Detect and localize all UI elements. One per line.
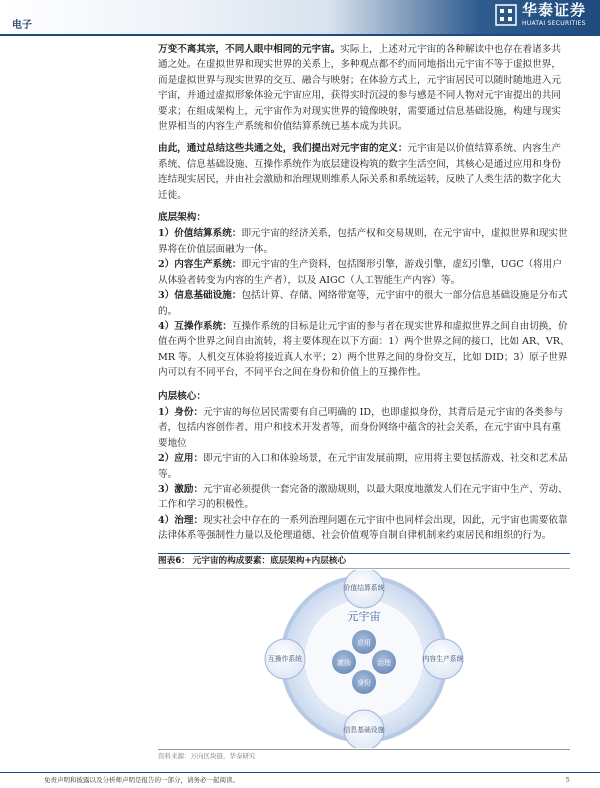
section-heading: 底层架构： xyxy=(158,212,206,224)
base-architecture-section xyxy=(158,210,570,380)
item-label: 2）应用： xyxy=(158,453,204,465)
inner-node-application xyxy=(352,630,376,654)
item-text: 即元宇宙的入口和体验场景，在元宇宙发展前期，应用将主要包括游戏、社交和艺术品等。 xyxy=(158,453,568,480)
item-label: 2）内容生产系统： xyxy=(158,259,242,271)
item-text: 即元宇宙的经济关系，包括产权和交易规则，在元宇宙中，虚拟世界和现实世界将在价值层面融为一体。 xyxy=(158,228,568,255)
node-label: 激励 xyxy=(337,659,351,667)
item-text: 元宇宙必须提供一套完备的激励规则，以最大限度地激发人们在元宇宙中生产、劳动、工作和学习的积极性。 xyxy=(158,483,568,511)
page-number: 5 xyxy=(565,776,570,784)
center-label: 元宇宙 xyxy=(347,610,381,623)
outer-node-content-production xyxy=(423,639,464,679)
item-label: 3）激励： xyxy=(158,483,204,495)
outer-node-interoperability xyxy=(265,639,305,679)
logo-en-text: HUATAI SECURITIES xyxy=(521,20,586,27)
list-item xyxy=(158,482,570,513)
item-label: 3）信息基础设施： xyxy=(158,290,242,302)
item-label: 1）身份： xyxy=(158,406,204,418)
page-footer xyxy=(0,772,600,788)
paragraph-text: 元宇宙是以价值结算系统、内容生产系统、信息基础设施、互操作系统作为底层建设构筑的数字生活空间，其核心是通过应用和身份连结现实居民，并由社会激励和治理规则维系人际关系和系统运转，反映了人类生活的数字化大迁徙。 xyxy=(158,143,561,201)
item-text: 互操作系统的目标是让元宇宙的参与者在现实世界和虚拟世界之间自由切换，价值在两个世界之间自由流转，将主要体现在以下方面：1）两个世界之间的接口，比如 AR、VR、MR 等。人机交互体验将接近真人水平；2）两个世界之间的身份交互，比如 DID；3）原子世界内可以有不同平台，不同平台之间在身份和价值上的互操作性。 xyxy=(158,320,570,379)
page-header xyxy=(0,0,600,36)
node-label: 应用 xyxy=(357,639,371,647)
item-label: 1）价值结算系统： xyxy=(158,228,242,240)
paragraph-lead: 万变不离其宗，不同人眼中相同的元宇宙。 xyxy=(158,44,341,55)
node-label: 身份 xyxy=(357,679,371,687)
disclaimer-text: 免责声明和披露以及分析师声明是报告的一部分，请务必一起阅读。 xyxy=(44,776,239,784)
list-item xyxy=(158,288,570,319)
list-item xyxy=(158,226,570,257)
list-item xyxy=(158,405,570,451)
figure-title: 图表6： 元宇宙的构成要素：底层架构+内层核心 xyxy=(158,553,570,569)
item-label: 4）治理： xyxy=(158,514,204,526)
list-item xyxy=(158,451,570,482)
inner-node-incentive xyxy=(332,650,356,674)
inner-core-section xyxy=(158,389,570,544)
item-text: 元宇宙的每位居民需要有自己明确的 ID，也即虚拟身份，其背后是元宇宙的各类参与者，包括内容创作者、用户和技术开发者等，而身份网络中蕴含的社会关系，在元宇宙中具有重要地位 xyxy=(158,406,563,449)
paragraph-definition xyxy=(158,141,570,203)
inner-node-identity xyxy=(352,670,376,694)
huatai-logo-icon xyxy=(495,4,517,26)
huatai-logo xyxy=(495,3,586,27)
outer-node-value-settlement xyxy=(344,570,385,608)
node-label: 价值结算系统 xyxy=(343,584,385,592)
item-text: 现实社会中存在的一系列治理问题在元宇宙中也同样会出现，因此，元宇宙也需要依靠法律体系等强制性力量以及伦理道德、社会价值观等自制自律机制来约束居民和组织的行为。 xyxy=(158,514,568,542)
metaverse-diagram xyxy=(158,570,570,748)
figure-source: 资料来源：万向区块链，华泰研究 xyxy=(158,749,570,761)
paragraph-text: 实际上，上述对元宇宙的各种解读中也存在着诸多共通之处。在虚拟世界和现实世界的关系上，多种观点都不约而同地指出元宇宙不等于虚拟世界，而是虚拟世界与现实世界的交互、融合与映射；在体验方式上，元宇宙居民可以随时随地进入元宇宙，并通过虚拟形象体验元宇宙应用，获得实时沉浸的参与感是不同人物对元宇宙提出的共同要求；在组成架构上，元宇宙作为对现实世界的镜像映射，需要通过信息基础设施，构建与现实世界相当的内容生产系统和价值结算系统已基本成为共识。 xyxy=(158,44,561,133)
list-item xyxy=(158,319,570,381)
node-label: 内容生产系统 xyxy=(422,655,464,663)
paragraph-common-points xyxy=(158,42,570,134)
logo-cn-text: 华泰证券 xyxy=(521,1,586,19)
outer-node-infrastructure xyxy=(344,710,385,748)
item-label: 4）互操作系统： xyxy=(158,320,232,332)
item-text: 包括计算、存储、网络带宽等，元宇宙中的很大一部分信息基础设施是分布式的。 xyxy=(158,290,568,317)
list-item xyxy=(158,257,570,288)
item-text: 即元宇宙的生产资料，包括图形引擎，游戏引擎，虚幻引擎，UGC（将用户从体验者转变为内容的生产者），以及 AIGC（人工智能生产内容）等。 xyxy=(158,259,562,286)
paragraph-lead: 由此，通过总结这些共通之处，我们提出对元宇宙的定义： xyxy=(158,143,408,155)
list-item xyxy=(158,513,570,544)
node-label: 信息基础设施 xyxy=(343,726,385,734)
section-heading: 内层核心： xyxy=(158,390,206,402)
node-label: 互操作系统 xyxy=(268,655,302,663)
inner-node-governance xyxy=(372,650,396,674)
section-label: 电子 xyxy=(12,20,32,31)
node-label: 治理 xyxy=(377,659,391,667)
report-body xyxy=(158,42,570,552)
